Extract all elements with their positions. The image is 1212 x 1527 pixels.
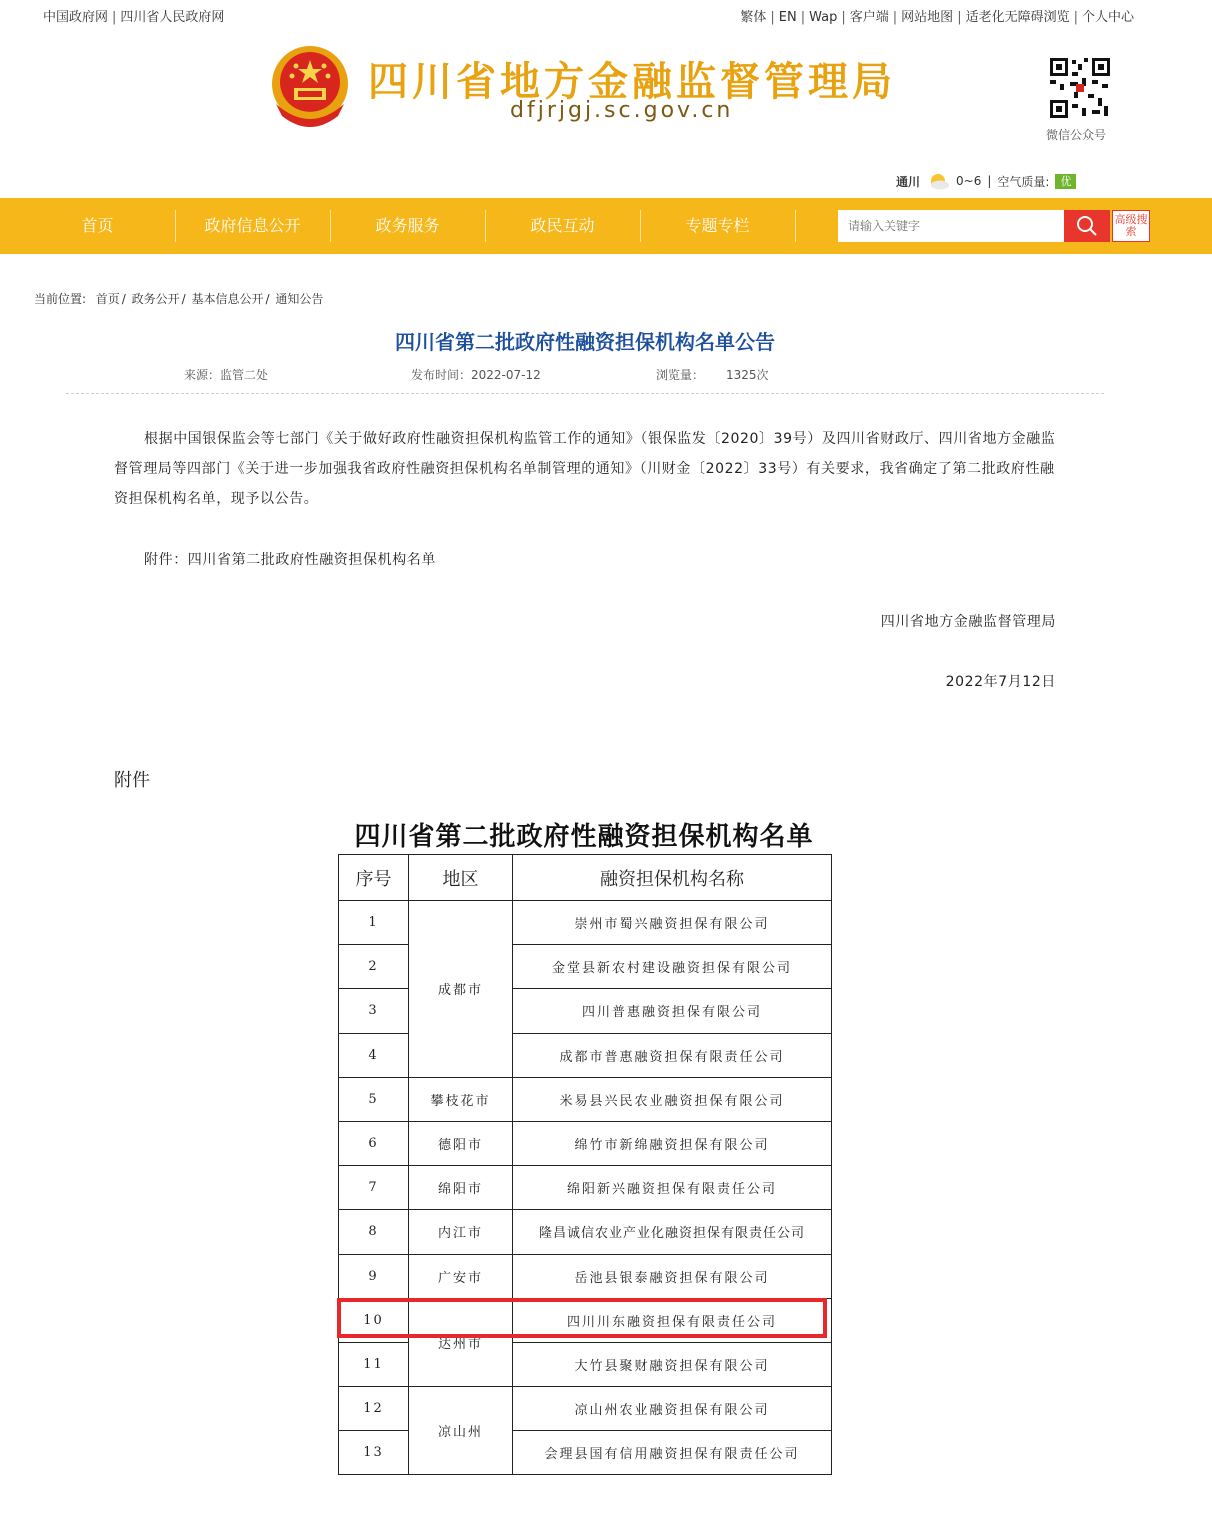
row-region: 凉山州 (409, 1387, 513, 1475)
row-no: 4 (339, 1033, 409, 1077)
attachment-heading: 附件 (114, 770, 150, 791)
row-institution: 绵竹市新绵融资担保有限公司 (513, 1121, 832, 1165)
top-right-links: 繁体 | EN | Wap | 客户端 | 网站地图 | 适老化无障碍浏览 | 个人中心 (740, 10, 1134, 25)
nav-services[interactable]: 政务服务 (375, 216, 440, 235)
row-institution: 会理县国有信用融资担保有限责任公司 (513, 1431, 832, 1475)
breadcrumb-basic-info[interactable]: 基本信息公开 (191, 292, 264, 306)
row-institution: 岳池县银泰融资担保有限公司 (513, 1254, 832, 1298)
breadcrumb-gov-affairs[interactable]: 政务公开 (131, 292, 180, 306)
row-no: 7 (339, 1166, 409, 1210)
qr-code-icon (1048, 56, 1112, 120)
row-no: 1 (339, 901, 409, 945)
row-no: 2 (339, 945, 409, 989)
link-english[interactable]: EN (778, 10, 797, 25)
row-no: 10 (339, 1298, 409, 1342)
link-client[interactable]: 客户端 (849, 10, 889, 25)
link-sitemap[interactable]: 网站地图 (901, 10, 954, 25)
row-institution: 崇州市蜀兴融资担保有限公司 (513, 901, 832, 945)
table-row (339, 1387, 832, 1431)
top-utility-bar (0, 0, 1212, 30)
link-wap[interactable]: Wap (809, 10, 838, 25)
site-name: 四川省地方金融监督管理局 (368, 58, 896, 105)
row-institution: 米易县兴民农业融资担保有限公司 (513, 1077, 832, 1121)
attachment-doc-title: 四川省第二批政府性融资担保机构名单 (354, 822, 814, 852)
search-icon (1076, 215, 1098, 237)
table-row (339, 1254, 832, 1298)
weather-temp: 0~6 (956, 174, 982, 188)
row-no: 8 (339, 1210, 409, 1254)
link-gov-cn[interactable]: 中国政府网 (43, 10, 109, 25)
row-institution: 大竹县聚财融资担保有限公司 (513, 1342, 832, 1386)
weather-city: 通川 (896, 174, 921, 189)
row-no: 6 (339, 1121, 409, 1165)
table-row (339, 901, 832, 945)
advanced-search-button[interactable]: 高级搜索 (1112, 210, 1150, 242)
col-header-no: 序号 (339, 855, 409, 901)
row-no: 3 (339, 989, 409, 1033)
row-institution: 隆昌诚信农业产业化融资担保有限责任公司 (513, 1210, 832, 1254)
article-title: 四川省第二批政府性融资担保机构名单公告 (395, 330, 775, 354)
link-personal-center[interactable]: 个人中心 (1081, 10, 1134, 25)
row-region: 广安市 (409, 1254, 513, 1298)
row-region: 达州市 (409, 1298, 513, 1386)
row-region: 德阳市 (409, 1121, 513, 1165)
row-no: 12 (339, 1387, 409, 1431)
row-region: 内江市 (409, 1210, 513, 1254)
row-no: 11 (339, 1342, 409, 1386)
weather-widget: 通川 0~6 | 空气质量: 优 (896, 172, 1076, 190)
row-institution: 四川川东融资担保有限责任公司 (513, 1298, 832, 1342)
main-nav (0, 198, 1212, 254)
national-emblem-icon[interactable] (266, 42, 354, 132)
table-row (339, 1121, 832, 1165)
cloudy-sun-icon (926, 172, 950, 190)
breadcrumb-home[interactable]: 首页 (95, 292, 120, 306)
institution-table (338, 854, 832, 1475)
row-institution: 成都市普惠融资担保有限责任公司 (513, 1033, 832, 1077)
nav-topics[interactable]: 专题专栏 (685, 216, 750, 235)
breadcrumb-notices[interactable]: 通知公告 (275, 292, 324, 306)
row-10-highlight-box (337, 1298, 827, 1338)
site-header (0, 38, 1212, 158)
breadcrumb-label: 当前位置: (34, 292, 87, 306)
row-no: 13 (339, 1431, 409, 1475)
row-institution: 凉山州农业融资担保有限公司 (513, 1387, 832, 1431)
search-input[interactable] (838, 210, 1064, 242)
nav-gov-info[interactable]: 政府信息公开 (204, 216, 301, 235)
row-institution: 金堂县新农村建设融资担保有限公司 (513, 945, 832, 989)
row-institution: 绵阳新兴融资担保有限责任公司 (513, 1166, 832, 1210)
row-no: 5 (339, 1077, 409, 1121)
table-row (339, 1166, 832, 1210)
link-accessibility[interactable]: 适老化无障碍浏览 (965, 10, 1070, 25)
top-left-links: 中国政府网 | 四川省人民政府网 (43, 10, 225, 25)
article-source: 来源：监管二处 (184, 368, 269, 382)
divider (66, 393, 1104, 394)
nav-interaction[interactable]: 政民互动 (530, 216, 595, 235)
breadcrumb: 当前位置: 首页 / 政务公开 / 基本信息公开 / 通知公告 (34, 292, 324, 306)
attachment-line: 附件：四川省第二批政府性融资担保机构名单 (144, 552, 436, 568)
row-region: 成都市 (409, 901, 513, 1078)
link-traditional[interactable]: 繁体 (740, 10, 767, 25)
sign-date: 2022年7月12日 (945, 674, 1056, 690)
signature: 四川省地方金融监督管理局 (880, 614, 1056, 630)
article-views: 浏览量： 1325次 (656, 368, 769, 382)
table-row (339, 1210, 832, 1254)
air-quality-label: 空气质量: (997, 174, 1050, 189)
nav-home[interactable]: 首页 (81, 216, 114, 235)
article-body: 根据中国银保监会等七部门《关于做好政府性融资担保机构监管工作的通知》（银保监发〔2020〕39号）及四川省财政厅、四川省地方金融监督管理局等四部门《关于进一步加强我省政府性融资担保机构名单制管理的通知》（川财金〔2022〕33号）有关要求，我省确定了第二批政府性融资担保机构名单，现予以公告。 (114, 431, 1056, 507)
row-institution: 四川普惠融资担保有限公司 (513, 989, 832, 1033)
qr-label: 微信公众号 (1046, 128, 1107, 142)
air-quality-badge: 优 (1055, 174, 1076, 189)
row-region: 绵阳市 (409, 1166, 513, 1210)
col-header-region: 地区 (409, 855, 513, 901)
table-header-row (339, 855, 832, 901)
row-no: 9 (339, 1254, 409, 1298)
table-row (339, 1077, 832, 1121)
search-button[interactable] (1064, 210, 1110, 242)
site-domain: dfjrjgj.sc.gov.cn (510, 98, 734, 123)
link-sc-gov[interactable]: 四川省人民政府网 (120, 10, 225, 25)
row-region: 攀枝花市 (409, 1077, 513, 1121)
col-header-name: 融资担保机构名称 (513, 855, 832, 901)
article-date: 发布时间：2022-07-12 (411, 368, 541, 382)
